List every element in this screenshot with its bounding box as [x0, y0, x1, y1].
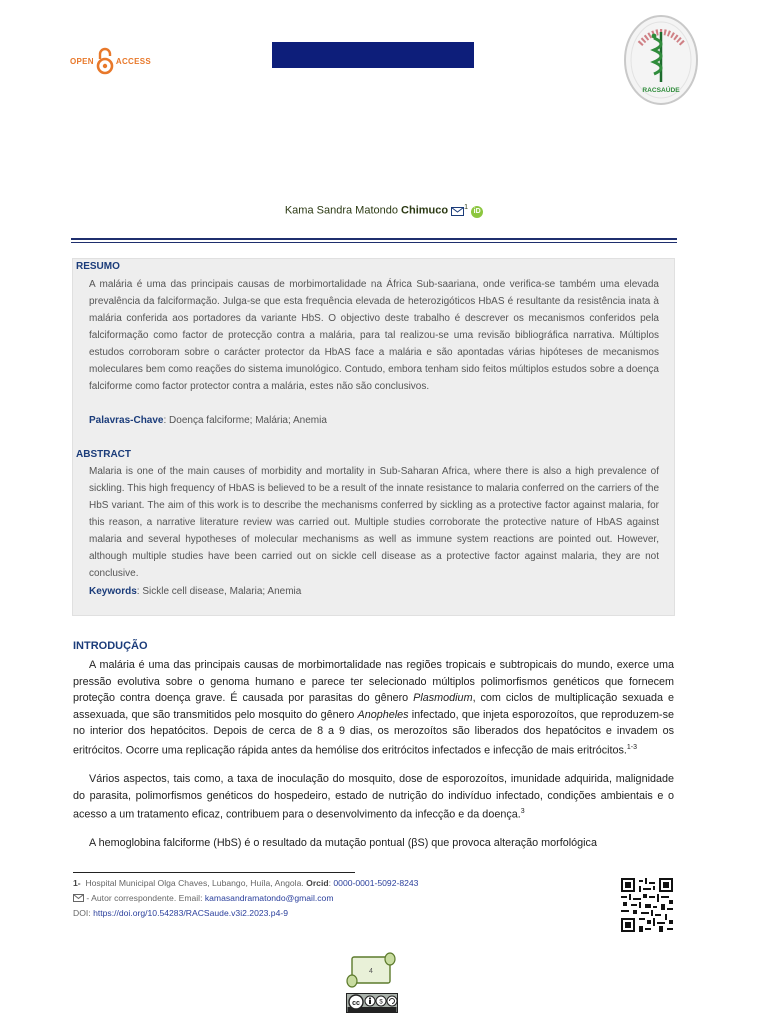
cc-license-badge[interactable]: [346, 993, 398, 1013]
page-number: 4: [369, 968, 373, 975]
svg-text:$: $: [379, 999, 383, 1006]
journal-banner: [272, 42, 474, 68]
qr-code[interactable]: [621, 878, 673, 932]
footnote-rule: [73, 872, 355, 873]
abstract-text: Malaria is one of the main causes of morbidity and mortality in Sub-Saharan Africa, where there is also a high prevalence of sickling. This high frequency of HbAS is believed to be a result of the innate resistance to malaria conferred on the carriers of the HbS variant. The aim of this work is to describe the mechanisms conferred by sickling as a protective factor against malaria, for this reason, a narrative literature review was carried out. Multiple studies corroborate the protective nature of HbAS against malaria and several hypotheses of molecular mechanisms as well as immune system reactions are pointed out. However, although multiple studies have been carried out on sickle cell disease as a protective factor against malaria, they are not conclusive.: [89, 466, 659, 579]
keywords-pt-label: Palavras-Chave: [89, 415, 164, 426]
header-rule-thin: [71, 242, 677, 243]
mail-icon[interactable]: [451, 207, 464, 216]
author-line: [0, 204, 768, 218]
genus-plasmodium: Plasmodium: [413, 692, 473, 704]
introduction-heading: INTRODUÇÃO: [73, 640, 148, 652]
abstract-heading: ABSTRACT: [76, 449, 131, 460]
intro-p2-text: Vários aspectos, tais como, a taxa de inoculação do mosquito, dose de esporozoítos, imunidade adquirida, malignidade do parasita, polimorfismos genéticos do hospedeiro, estado de nutrição do indivíduo infectado, condições ambientais e o acesso a um tratamento eficaz, contribuem para o desenvolvimento da infecção e da doença.: [73, 773, 674, 821]
doi-link[interactable]: https://doi.org/10.54283/RACSaude.v3i2.2023.p4-9: [93, 908, 288, 918]
intro-paragraph-3: A hemoglobina falciforme (HbS) é o resultado da mutação pontual (βS) que provoca alteração morfológica: [89, 837, 597, 849]
footnote-number: 1-: [73, 878, 81, 888]
author-first-names: Kama Sandra Matondo: [284, 204, 398, 217]
orcid-link[interactable]: 0000-0001-5092-8243: [333, 878, 419, 888]
email-link[interactable]: kamasandramatondo@gmail.com: [204, 893, 334, 903]
abstract-box: [72, 258, 675, 616]
footnote-correspondence: [73, 893, 333, 903]
intro-p1-part-a: A malária é uma das principais causas de morbimortalidade nas regiões tropicais e subtropicais do mundo, exerce uma pressão evolutiva sobre o genoma humano e parece ter selecionado múltiplos polimorfismos genéticos que fornecem proteção contra doença grave. É causada por parasitas do gênero: [73, 659, 674, 704]
footnote-doi: [73, 908, 288, 918]
keywords-en: [89, 586, 301, 597]
citation-ref: 3: [520, 808, 525, 815]
keywords-pt-values: : Doença falciforme; Malária; Anemia: [163, 415, 327, 426]
genus-anopheles: Anopheles: [357, 708, 409, 721]
resumo-heading: RESUMO: [76, 261, 120, 272]
journal-seal-logo: [623, 14, 699, 106]
svg-text:cc: cc: [352, 1000, 360, 1007]
author-surname: Chimuco: [401, 204, 449, 217]
affiliation-mark: 1: [464, 204, 469, 211]
correspondence-text: - Autor correspondente. Email:: [86, 893, 203, 903]
page-scroll-icon: [346, 951, 396, 991]
mail-icon: [73, 894, 84, 902]
intro-paragraph-2: [73, 771, 674, 823]
footnote-affiliation: 1- Hospital Municipal Olga Chaves, Lubango, Huíla, Angola. Orcid: 0000-0001-5092-8243: [73, 878, 419, 888]
intro-paragraph-1: [73, 657, 674, 759]
orcid-label: Orcid: [306, 878, 329, 888]
citation-ref: 1-3: [626, 743, 638, 751]
keywords-en-values: : Sickle cell disease, Malaria; Anemia: [136, 586, 302, 597]
open-access-logo: [70, 44, 151, 78]
header-rule-thick: [71, 238, 677, 240]
seal-name: RACSAÚDE: [642, 87, 680, 94]
keywords-en-label: Keywords: [89, 586, 137, 597]
resumo-text: A malária é uma das principais causas de morbimortalidade na África Sub-saariana, onde verifica-se também uma elevada prevalência da falciformação. Julga-se que esta frequência elevada de heterozigóticos HbAS é resultante da resistência inata à malária conferida aos portadores da variante HbS. O objectivo deste trabalho é descrever os mecanismos conferidos pela falciformação como factor de protecção contra a malária, para tal realizou-se uma revisão bibliográfica narrativa. Múltiplos estudos corroboram sobre o carácter protector da HbAS face a malária e são apontadas várias hipóteses de mecanismos moleculares bem como reações do sistema imunológico. Contudo, embora tenham sido feitos múltiplos estudos sobre a doença falciforme como factor protector contra a malária, estes não são conclusivos.: [89, 279, 659, 392]
doi-label: DOI:: [73, 908, 91, 918]
keywords-pt: [89, 415, 327, 426]
open-lock-icon: [96, 47, 114, 75]
open-access-right: ACCESS: [115, 56, 152, 66]
intro-p1-part-b: , com ciclos de multiplicação sexuada e assexuada, que são transmitidos pelo mosquito do gênero: [73, 692, 674, 721]
affiliation-text: Hospital Municipal Olga Chaves, Lubango, Huíla, Angola.: [85, 878, 304, 888]
orcid-icon[interactable]: iD: [471, 206, 483, 218]
open-access-left: OPEN: [70, 56, 94, 66]
intro-p1-part-c: infectado, que injeta esporozoítos, que reproduzem-se no interior dos hepatócitos. Depois de cerca de 8 a 9 dias, os merozoítos são liberados dos hepatócitos e invadem os eritrócitos. Ocorre uma replicação rápida antes da hemólise dos eritrócitos infectados e infecção de mais eritrócitos.: [73, 708, 674, 757]
